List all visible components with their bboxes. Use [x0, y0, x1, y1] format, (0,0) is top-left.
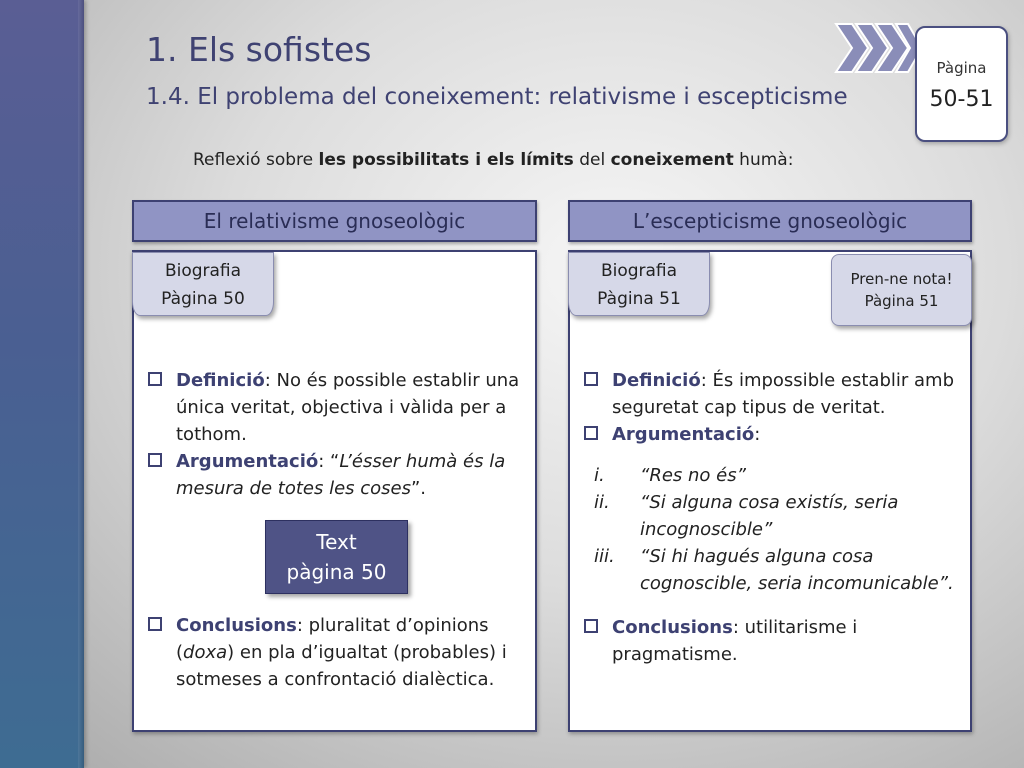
- argument-number: i.: [594, 465, 605, 486]
- argument-item: [594, 462, 964, 489]
- intro-bold-1: les possibilitats i els límits: [318, 150, 574, 170]
- argument-text: “Res no és”: [640, 465, 746, 486]
- intro-bold-2: coneixement: [610, 150, 734, 170]
- left-conclusions-key: Conclusions: [176, 615, 297, 636]
- right-definition-sep: :: [700, 370, 713, 391]
- right-conclusions-text: utilitarisme i pragmatisme.: [612, 617, 858, 665]
- argument-number: iii.: [594, 546, 615, 567]
- left-column-header: El relativisme gnoseològic: [132, 200, 537, 242]
- intro-suffix: humà:: [733, 150, 794, 170]
- sidebar-decoration: [0, 0, 84, 768]
- right-biography-page: Pàgina 51: [597, 289, 681, 309]
- left-definition-item: [146, 367, 526, 448]
- right-bullets-bottom: [582, 614, 962, 668]
- argument-text: “Si hi hagués alguna cosa cognoscible, seria incomunicable”.: [640, 546, 954, 594]
- note-tag-page: Pàgina 51: [864, 292, 939, 310]
- note-tag[interactable]: [831, 254, 972, 326]
- left-argumentation-quote: L’ésser humà és la mesura de totes les coses: [176, 451, 506, 499]
- page-reference-box: [915, 26, 1008, 142]
- left-conclusions-item: [146, 612, 531, 693]
- left-conclusions-post: ) en pla d’igualtat (probables) i sotmeses a confrontació dialèctica.: [176, 642, 507, 690]
- checkbox-bullet-icon: [584, 426, 598, 440]
- right-argumentation-sep: :: [754, 424, 761, 445]
- text-page-button-line2: pàgina 50: [286, 560, 387, 584]
- right-column-header: L’escepticisme gnoseològic: [568, 200, 972, 242]
- right-definition-item: [582, 367, 962, 421]
- right-bullets-top: [582, 367, 962, 448]
- right-conclusions-key: Conclusions: [612, 617, 733, 638]
- page-reference-label: Pàgina: [936, 59, 987, 77]
- checkbox-bullet-icon: [148, 617, 162, 631]
- left-argumentation-item: [146, 448, 526, 502]
- right-argumentation-item: [582, 421, 962, 448]
- left-conclusions-pre: pluralitat d’opinions (: [176, 615, 489, 663]
- left-definition-text: No és possible establir una única veritat, objectiva i vàlida per a tothom.: [176, 370, 520, 445]
- right-argumentation-key: Argumentació: [612, 424, 755, 445]
- slide-title: 1. Els sofistes: [146, 30, 372, 69]
- slide-subtitle: 1.4. El problema del coneixement: relativisme i escepticisme: [146, 84, 848, 110]
- chevrons-icon: [834, 22, 924, 74]
- argument-text: “Si alguna cosa existís, seria incognoscible”: [640, 492, 899, 540]
- argument-item: [594, 489, 964, 543]
- page-reference-number: 50-51: [929, 87, 994, 112]
- right-conclusions-sep: :: [732, 617, 745, 638]
- right-biography-label: Biografia: [600, 261, 678, 281]
- left-biography-tag[interactable]: [132, 252, 274, 316]
- checkbox-bullet-icon: [148, 372, 162, 386]
- note-tag-label: Pren-ne nota!: [850, 270, 953, 288]
- right-arguments-list: [594, 462, 964, 597]
- left-argumentation-sep: : “: [318, 451, 340, 472]
- left-definition-key: Definició: [176, 370, 265, 391]
- checkbox-bullet-icon: [148, 453, 162, 467]
- checkbox-bullet-icon: [584, 619, 598, 633]
- argument-number: ii.: [594, 492, 610, 513]
- right-conclusions-item: [582, 614, 962, 668]
- right-biography-tag[interactable]: [568, 252, 710, 316]
- left-argumentation-end: ”.: [410, 478, 427, 499]
- left-biography-page: Pàgina 50: [161, 289, 245, 309]
- intro-prefix: Reflexió sobre: [193, 150, 319, 170]
- left-argumentation-key: Argumentació: [176, 451, 319, 472]
- argument-item: [594, 543, 964, 597]
- right-definition-key: Definició: [612, 370, 701, 391]
- text-page-button[interactable]: [265, 520, 408, 594]
- checkbox-bullet-icon: [584, 372, 598, 386]
- left-definition-sep: :: [264, 370, 277, 391]
- left-bullets-top: [146, 367, 526, 502]
- left-bullets-bottom: [146, 612, 531, 693]
- intro-text: [193, 150, 793, 170]
- right-definition-text: És impossible establir amb seguretat cap tipus de veritat.: [612, 370, 954, 418]
- text-page-button-line1: Text: [316, 530, 357, 554]
- intro-middle: del: [573, 150, 611, 170]
- left-conclusions-doxa: doxa: [183, 642, 228, 663]
- left-conclusions-sep: :: [296, 615, 309, 636]
- left-biography-label: Biografia: [164, 261, 242, 281]
